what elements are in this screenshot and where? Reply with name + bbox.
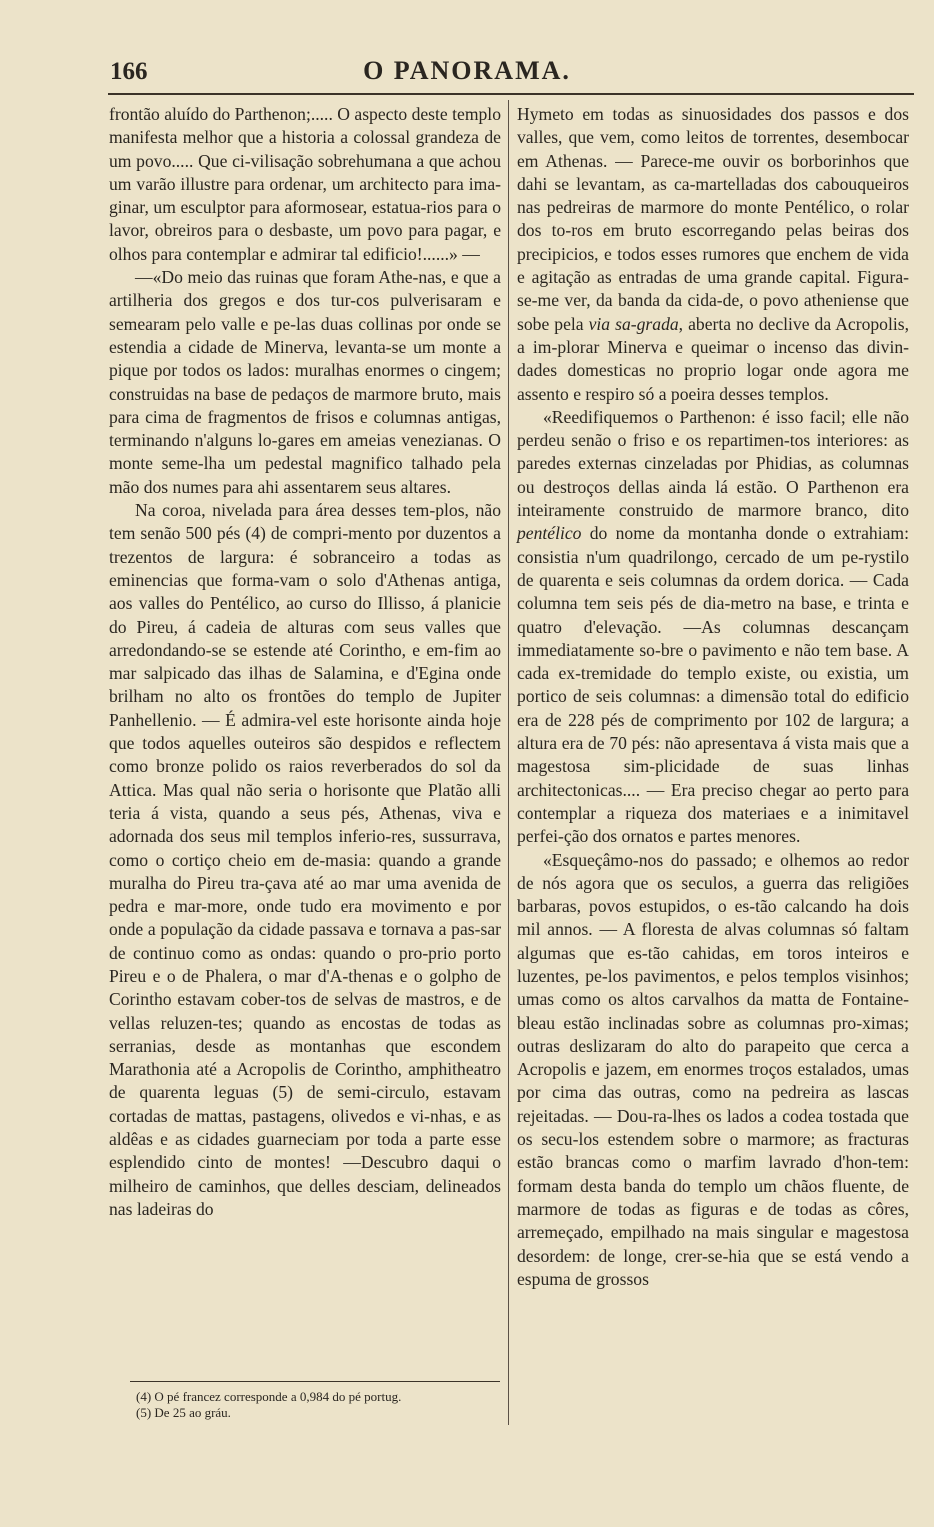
right-paragraph-2-end: do nome da montanha donde o extrahiam: consistia n'um quadrilongo, cercado de um pe-rystilo de quarenta e seis columnas da ordem dorica. — Cada columna tem seis pés de dia-metro na base, e trinta e quatro d'elevação. —As columnas descançam immediatamente so-bre o pavimento e não tem base. A cada ex-tremidade do templo existe, ou existia, um portico de seis columnas: a dimensão total do edificio era de 228 pés de comprimento por 102 de largura; a altura era de 70 pés: não apresentava á vista mais que a magestosa sim-plicidade de suas linhas architectonicas.... — Era preciso chegar ao perto para contemplar a riqueza dos materiaes e a inimitavel perfei-ção dos ornatos e partes menores. <box>517 523 909 847</box>
right-paragraph-1 <box>517 103 909 406</box>
right-paragraph-1-end: , aberta no declive da Acropolis, a im-plorar Minerva e queimar o incenso das divin-dades domesticas no proprio logar onde agora me assento e respiro só a poeira desses templos. <box>517 313 909 404</box>
right-paragraph-3: «Esqueçâmo-nos do passado; e olhemos ao redor de nós agora que os seculos, a guerra das religiões barbaras, povos estupidos, o es-tão calcando ha dois mil annos. — A floresta de alvas columnas só faltam algumas que es-tão cahidas, em toros inteiros e luzentes, pe-los pavimentos, e pelos templos visinhos; umas como os altos carvalhos da matta de Fontaine-bleau estão inclinadas sobre as columnas pro-ximas; outras deslizaram do alto do parapeito que cerca a Acropolis e jazem, em enormes troços estalados, umas por cima das outras, como na pedreira as lascas rejeitadas. — Dou-ra-lhes os lados a codea tostada que os secu-los estendem sobre o marmore; as fracturas estão brancas como o marfim lavrado d'hon-tem: formam desta banda do templo um chãos fluente, de marmore de todas as figuras e de todas as côres, arremeçado, empilhado na mais singular e magestosa desordem: de longe, crer-se-hia que se está vendo a espuma de grossos <box>517 849 909 1289</box>
column-divider <box>508 100 509 1425</box>
right-paragraph-2 <box>517 406 909 849</box>
page-number: 166 <box>110 58 148 85</box>
header-rule <box>108 93 914 95</box>
running-title: O PANORAMA. <box>363 56 571 85</box>
footnote-4: (4) O pé francez corresponde a 0,984 do pé portug. <box>136 1389 402 1404</box>
footnotes <box>136 1389 506 1421</box>
right-paragraph-1-text: Hymeto em todas as sinuosidades dos passos e dos valles, que vem, como leitos de torrentes, desembocar em Athenas. — Parece-me ouvir os borborinhos que dahi se levantam, as ca-martelladas dos cabouqueiros nas pedreiras de marmore do monte Pentélico, o rolar dos to-ros em bruto escorregando pelas beiras dos precipicios, e todos esses rumores que enchem de vida e agitação as entradas de uma grande capital. Figura-se-me ver, da banda da cida-de, o povo atheniense que sobe pela <box>517 104 909 334</box>
left-paragraph-1: frontão aluído do Parthenon;..... O aspecto deste templo manifesta melhor que a historia a colossal grandeza de um povo..... Que ci-vilisação sobrehumana a que achou um varão illustre para ordenar, um architecto para ima-ginar, um esculptor para aformosear, estatua-rios para o lavor, obreiros para o desbaste, um povo para pagar, e olhos para contemplar e admirar tal edificio!......» — <box>109 104 501 264</box>
footnote-5: (5) De 25 ao gráu. <box>136 1405 231 1420</box>
footnote-rule <box>130 1381 500 1382</box>
right-paragraph-2-italic: pentélico <box>517 523 582 544</box>
right-paragraph-1-italic: via sa-grada <box>588 313 679 334</box>
left-paragraph-3: Na coroa, nivelada para área desses tem-plos, não tem senão 500 pés (4) de compri-mento por duzentos a trezentos de largura: é sobranceiro a todas as eminencias que forma-vam o solo d'Athenas antiga, aos valles do Pentélico, ao curso do Illisso, á planicie do Pireu, á cadeia de alturas com seus valles que arredondando-se se estende até Corintho, e em-fim ao mar salpicado das ilhas de Salamina, e d'Egina onde brilham no alto os frontões do templo de Jupiter Panhellenio. — É admira-vel este horisonte ainda hoje que todos aquelles outeiros são despidos e reflectem como bronze polido os raios reverberados do sol da Attica. Mas qual não seria o horisonte que Platão alli teria á vista, quando a seus pés, Athenas, viva e adornada dos seus mil templos inferio-res, sussurrava, como o cortiço cheio em de-masia: quando a grande muralha do Pireu tra-çava até ao mar uma avenida de pedra e mar-more, onde tudo era movimento e por onde a população da cidade passava e tornava a pas-sar de continuo como as ondas: quando o pro-prio porto Pireu e o de Phalera, o mar d'A-thenas e o golpho de Corintho estavam cober-tos de selvas de mastros, e de vellas reluzen-tes; quando as encostas de todas as serranias, desde as montanhas que escondem Marathonia até a Acropolis de Corintho, amphitheatro de quarenta leguas (5) de semi-circulo, estavam cortadas de mattas, pastagens, olivedos e vi-nhas, e as aldêas e as cidades guarneciam por toda a parte esse esplendido cinto de montes! —Descubro daqui o milheiro de caminhos, que delles desciam, delineados nas ladeiras do <box>109 500 501 1219</box>
left-column <box>109 103 501 1221</box>
right-column <box>517 103 909 1291</box>
left-paragraph-2: —«Do meio das ruinas que foram Athe-nas, e que a artilheria dos gregos e dos tur-cos pulverisaram e semearam pelo valle e pe-las duas collinas por onde se estendia a cidade de Minerva, levanta-se um monte a pique por todos os lados: muralhas enormes o cingem; construidas na base de pedaços de marmore bruto, mais para cima de fragmentos de frisos e columnas antigas, terminando n'alguns lo-gares em ameias venezianas. O monte seme-lha um pedestal magnifico talhado pela mão dos numes para ahi assentarem seus altares. <box>109 267 501 497</box>
right-paragraph-2-text: «Reedifiquemos o Parthenon: é isso facil; elle não perdeu senão o friso e os repartimen-tos interiores: as paredes externas cinzeladas por Phidias, as columnas ou destroços dellas ainda lá estão. O Parthenon era inteiramente construido de marmore branco, dito <box>517 406 909 521</box>
